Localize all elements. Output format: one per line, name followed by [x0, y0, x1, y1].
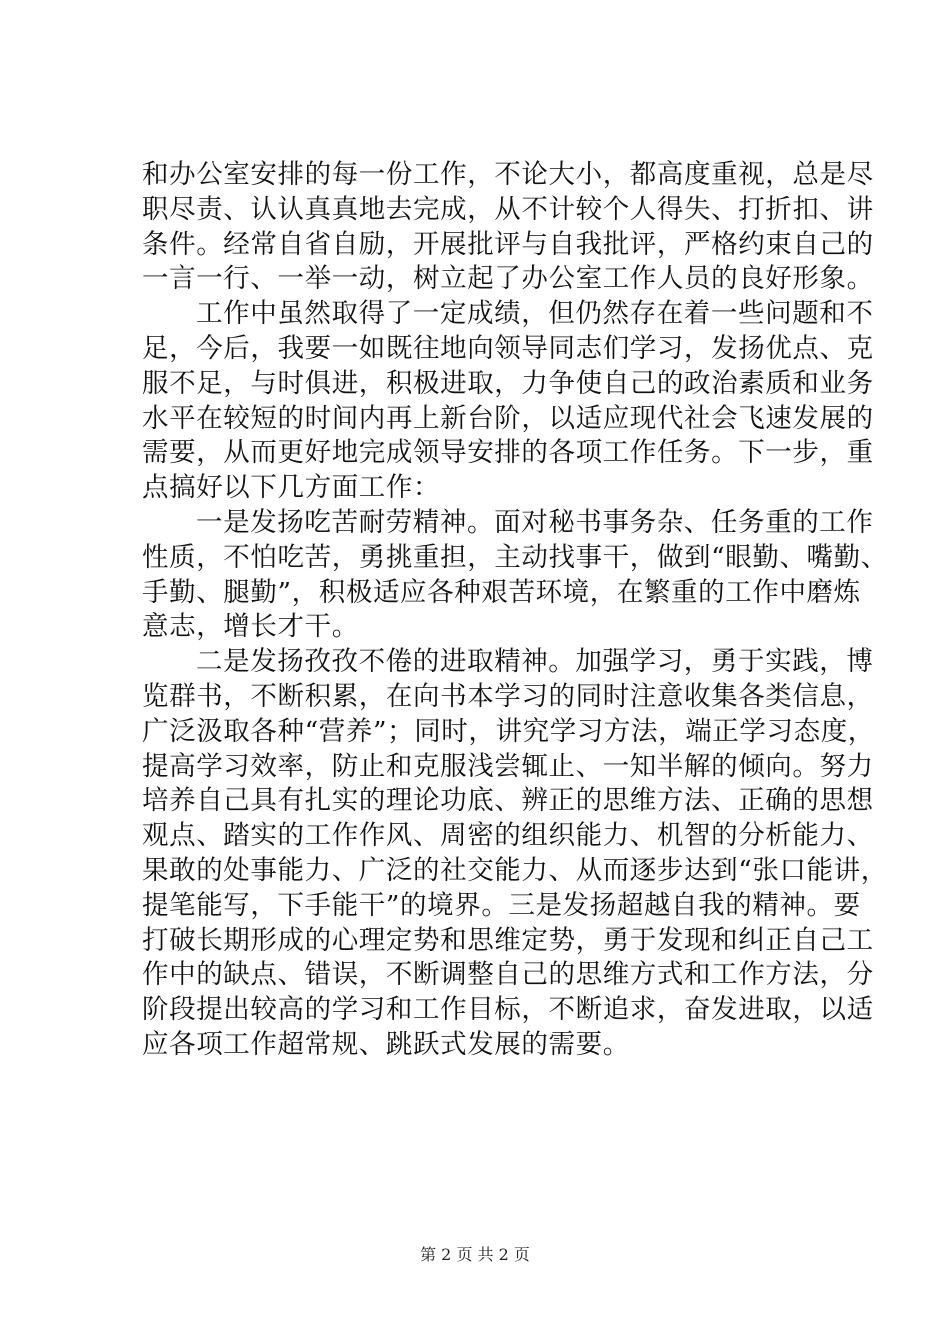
text-line: 作中的缺点、错误，不断调整自己的思维方式和工作方法，分 — [142, 959, 874, 991]
text-line: 果敢的处事能力、广泛的社交能力、从而逐步达到“张口能讲， — [142, 854, 888, 886]
text-line: 广泛汲取各种“营养”；同时，讲究学习方法，端正学习态度， — [142, 715, 875, 747]
text-line: 意志，增长才干。 — [142, 611, 359, 643]
text-line: 足，今后，我要一如既往地向领导同志们学习，发扬优点、克 — [142, 332, 874, 364]
text-line: 阶段提出较高的学习和工作目标，不断追求，奋发进取，以适 — [142, 994, 874, 1026]
text-line: 提笔能写，下手能干”的境界。三是发扬超越自我的精神。要 — [142, 889, 861, 921]
text-line: 览群书，不断积累，在向书本学习的同时注意收集各类信息， — [142, 680, 874, 712]
text-line: 和办公室安排的每一份工作，不论大小，都高度重视，总是尽 — [142, 159, 874, 190]
text-line: 一是发扬吃苦耐劳精神。面对秘书事务杂、任务重的工作 — [196, 506, 874, 538]
text-line: 职尽责、认认真真地去完成，从不计较个人得失、打折扣、讲 — [142, 193, 874, 225]
text-line: 水平在较短的时间内再上新台阶，以适应现代社会飞速发展的 — [142, 402, 874, 434]
text-line: 服不足，与时俱进，积极进取，力争使自己的政治素质和业务 — [142, 367, 874, 399]
text-line: 打破长期形成的心理定势和思维定势，勇于发现和纠正自己工 — [142, 924, 874, 956]
text-line: 二是发扬孜孜不倦的进取精神。加强学习，勇于实践，博 — [196, 646, 874, 678]
text-line: 需要，从而更好地完成领导安排的各项工作任务。下一步，重 — [142, 437, 874, 469]
text-line: 性质，不怕吃苦，勇挑重担，主动找事干，做到“眼勤、嘴勤、 — [142, 541, 888, 573]
text-line: 一言一行、一举一动，树立起了办公室工作人员的良好形象。 — [142, 263, 874, 295]
document-body — [142, 158, 888, 1063]
page-footer: 第 2 页 共 2 页 — [420, 1245, 530, 1264]
text-line: 观点、踏实的工作作风、周密的组织能力、机智的分析能力、 — [142, 820, 874, 852]
text-line: 条件。经常自省自励，开展批评与自我批评，严格约束自己的 — [142, 228, 874, 260]
text-line: 培养自己具有扎实的理论功底、辨正的思维方法、正确的思想 — [142, 785, 874, 817]
text-line: 提高学习效率，防止和克服浅尝辄止、一知半解的倾向。努力 — [142, 750, 874, 782]
text-line: 手勤、腿勤”，积极适应各种艰苦环境，在繁重的工作中磨炼 — [142, 576, 861, 608]
text-line: 点搞好以下几方面工作： — [142, 472, 441, 504]
text-line: 应各项工作超常规、跳跃式发展的需要。 — [142, 1028, 630, 1060]
text-line: 工作中虽然取得了一定成绩，但仍然存在着一些问题和不 — [196, 298, 874, 330]
